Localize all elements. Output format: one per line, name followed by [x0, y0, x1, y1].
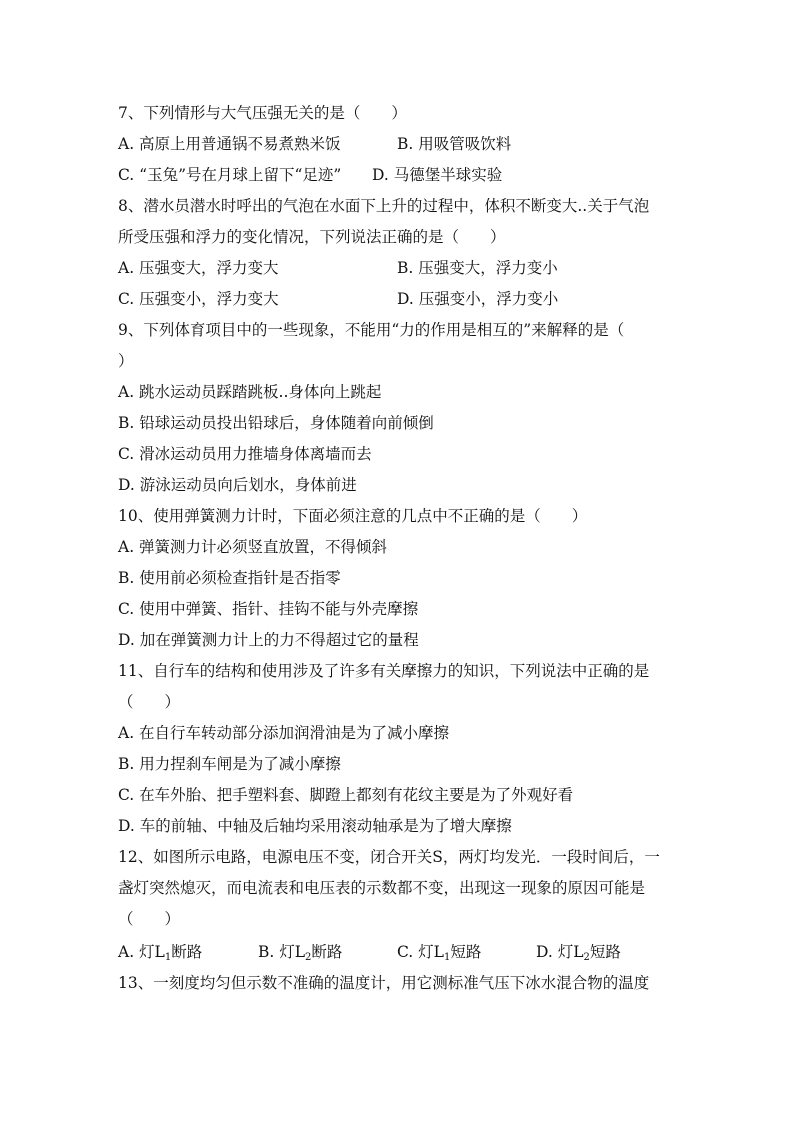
question-11-option-c: C. 在车外胎、把手塑料套、脚蹬上都刻有花纹主要是为了外观好看: [118, 786, 574, 804]
question-8-option-d: D. 压强变小，浮力变小: [397, 290, 559, 308]
question-11-stem-line-2: （ ）: [118, 693, 181, 711]
question-12-option-b: B. 灯$L_2$断路: [258, 943, 343, 963]
question-12-stem-line-1: 12、如图所示电路，电源电压不变，闭合开关S，两灯均发光．一段时间后，一: [118, 848, 660, 866]
question-8-option-c: C. 压强变小，浮力变大: [118, 290, 279, 308]
question-11-stem-line-1: 11、自行车的结构和使用涉及了许多有关摩擦力的知识，下列说法中正确的是: [118, 662, 650, 680]
question-7-option-a: A. 高原上用普通锅不易煮熟米饭: [118, 135, 341, 153]
question-9-stem-line-2: ）: [118, 352, 134, 370]
question-7-stem: 7、下列情形与大气压强无关的是（ ）: [118, 104, 407, 122]
question-9-option-b: B. 铅球运动员投出铅球后，身体随着向前倾倒: [118, 414, 434, 432]
question-11-option-d: D. 车的前轴、中轴及后轴均采用滚动轴承是为了增大摩擦: [118, 817, 512, 835]
question-10-option-b: B. 使用前必须检查指针是否指零: [118, 569, 341, 587]
question-11-option-b: B. 用力捏刹车闸是为了减小摩擦: [118, 755, 341, 773]
question-9-option-a: A. 跳水运动员踩踏跳板..身体向上跳起: [118, 383, 382, 401]
question-8-stem-line-1: 8、潜水员潜水时呼出的气泡在水面下上升的过程中，体积不断变大..关于气泡: [118, 197, 650, 215]
question-12-option-d: D. 灯$L_2$短路: [536, 943, 621, 963]
question-10-option-d: D. 加在弹簧测力计上的力不得超过它的量程: [118, 631, 419, 649]
question-13-stem: 13、一刻度均匀但示数不准确的温度计，用它测标准气压下冰水混合物的温度: [118, 974, 650, 992]
question-9-stem-line-1: 9、下列体育项目中的一些现象，不能用“力的作用是相互的”来解释的是（: [118, 321, 625, 339]
question-10-option-c: C. 使用中弹簧、指针、挂钩不能与外壳摩擦: [118, 600, 419, 618]
question-12-option-c: C. 灯$L_1$短路: [397, 943, 482, 963]
question-9-option-d: D. 游泳运动员向后划水，身体前进: [118, 476, 357, 494]
question-10-stem: 10、使用弹簧测力计时，下面必须注意的几点中不正确的是（ ）: [118, 507, 588, 525]
question-8-stem-line-2: 所受压强和浮力的变化情况，下列说法正确的是（ ）: [118, 228, 506, 246]
question-7-option-b: B. 用吸管吸饮料: [397, 135, 512, 153]
question-10-option-a: A. 弹簧测力计必须竖直放置，不得倾斜: [118, 538, 388, 556]
question-8-option-a: A. 压强变大，浮力变大: [118, 259, 279, 277]
question-12-option-a: A. 灯$L_1$断路: [118, 943, 203, 963]
question-8-option-b: B. 压强变大，浮力变小: [397, 259, 558, 277]
question-9-option-c: C. 滑冰运动员用力推墙身体离墙而去: [118, 445, 372, 463]
question-7-option-c: C. “玉兔”号在月球上留下“足迹”: [118, 166, 342, 184]
question-12-stem-line-3: （ ）: [118, 910, 181, 928]
question-12-stem-line-2: 盏灯突然熄灭，而电流表和电压表的示数都不变，出现这一现象的原因可能是: [118, 879, 646, 897]
question-11-option-a: A. 在自行车转动部分添加润滑油是为了减小摩擦: [118, 724, 450, 742]
question-7-option-d: D. 马德堡半球实验: [372, 166, 503, 184]
